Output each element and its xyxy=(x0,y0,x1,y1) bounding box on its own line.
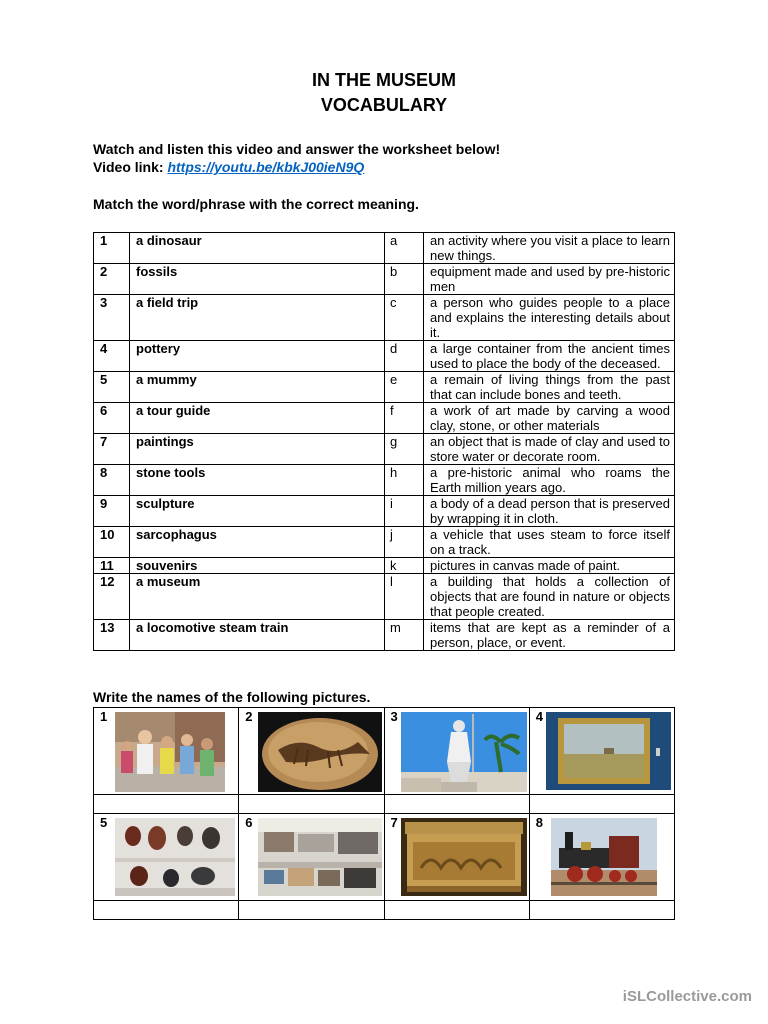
picture-number: 6 xyxy=(245,815,253,830)
vocab-definition: equipment made and used by pre-historic men xyxy=(424,264,675,295)
vocab-definition: a building that holds a collection of objects that are found in nature or objects that people created. xyxy=(424,574,675,620)
instruction-write: Write the names of the following pictures. xyxy=(93,689,371,705)
vocab-number: 13 xyxy=(94,620,130,651)
vocab-word: sculpture xyxy=(130,496,385,527)
vocab-definition: pictures in canvas made of paint. xyxy=(424,558,675,574)
title-line-1: IN THE MUSEUM xyxy=(312,70,456,90)
vocab-number: 3 xyxy=(94,295,130,341)
instruction-match: Match the word/phrase with the correct meaning. xyxy=(93,196,419,212)
vocab-letter: i xyxy=(385,496,424,527)
answer-cell[interactable] xyxy=(529,795,674,814)
vocab-number: 9 xyxy=(94,496,130,527)
picture-number: 5 xyxy=(100,815,108,830)
vocab-word: a dinosaur xyxy=(130,233,385,264)
vocab-number: 2 xyxy=(94,264,130,295)
vocab-letter: d xyxy=(385,341,424,372)
vocab-row xyxy=(94,558,675,574)
picture-number: 4 xyxy=(535,709,543,724)
vocab-row xyxy=(94,264,675,295)
vocab-definition: a remain of living things from the past that can include bones and teeth. xyxy=(424,372,675,403)
picture-cell xyxy=(529,708,674,795)
vocab-letter: f xyxy=(385,403,424,434)
picture-number: 8 xyxy=(535,815,543,830)
vocab-letter: c xyxy=(385,295,424,341)
vocab-letter: a xyxy=(385,233,424,264)
vocab-word: a museum xyxy=(130,574,385,620)
video-link-label: Video link: xyxy=(93,159,168,175)
vocab-number: 10 xyxy=(94,527,130,558)
tour-group-photo xyxy=(115,712,225,792)
vocab-word: paintings xyxy=(130,434,385,465)
vocab-row xyxy=(94,403,675,434)
vocabulary-table xyxy=(93,232,675,651)
vocab-row xyxy=(94,574,675,620)
vocab-word: fossils xyxy=(130,264,385,295)
vocab-letter: h xyxy=(385,465,424,496)
vocab-word: pottery xyxy=(130,341,385,372)
vocab-number: 4 xyxy=(94,341,130,372)
picture-cell xyxy=(529,814,674,901)
vocab-definition: a body of a dead person that is preserved by wrapping it in cloth. xyxy=(424,496,675,527)
vocab-word: a tour guide xyxy=(130,403,385,434)
answer-cell[interactable] xyxy=(239,795,384,814)
video-link[interactable]: https://youtu.be/kbkJ00ieN9Q xyxy=(167,159,365,175)
picture-number: 2 xyxy=(245,709,253,724)
vocab-row xyxy=(94,527,675,558)
pottery-photo xyxy=(115,818,235,896)
framed-painting-photo xyxy=(546,712,671,790)
vocab-definition: a large container from the ancient times used to place the body of the deceased. xyxy=(424,341,675,372)
vocab-letter: j xyxy=(385,527,424,558)
picture-cell xyxy=(94,708,239,795)
answer-cell[interactable] xyxy=(94,795,239,814)
answer-cell[interactable] xyxy=(239,901,384,920)
picture-number: 1 xyxy=(100,709,108,724)
picture-number: 3 xyxy=(390,709,398,724)
picture-cell xyxy=(384,814,529,901)
picture-cell xyxy=(239,814,384,901)
vocab-letter: b xyxy=(385,264,424,295)
steam-train-photo xyxy=(551,818,657,896)
vocab-number: 7 xyxy=(94,434,130,465)
vocab-definition: a work of art made by carving a wood clay, stone, or other materials xyxy=(424,403,675,434)
vocab-number: 8 xyxy=(94,465,130,496)
footer-brand: iSLCollective.com xyxy=(622,988,752,1005)
answer-cell[interactable] xyxy=(94,901,239,920)
vocab-letter: k xyxy=(385,558,424,574)
vocab-number: 6 xyxy=(94,403,130,434)
vocab-word: a locomotive steam train xyxy=(130,620,385,651)
picture-number: 7 xyxy=(390,815,398,830)
vocab-letter: m xyxy=(385,620,424,651)
vocab-row xyxy=(94,233,675,264)
vocab-row xyxy=(94,341,675,372)
picture-cell xyxy=(94,814,239,901)
vocab-definition: an object that is made of clay and used to store water or decorate room. xyxy=(424,434,675,465)
answer-cell[interactable] xyxy=(384,795,529,814)
vocab-row xyxy=(94,465,675,496)
vocab-word: a mummy xyxy=(130,372,385,403)
vocab-definition: an activity where you visit a place to learn new things. xyxy=(424,233,675,264)
title-line-2: VOCABULARY xyxy=(320,95,448,115)
vocab-word: sarcophagus xyxy=(130,527,385,558)
vocab-row xyxy=(94,372,675,403)
vocab-row xyxy=(94,496,675,527)
vocab-word: stone tools xyxy=(130,465,385,496)
vocab-letter: g xyxy=(385,434,424,465)
vocab-letter: l xyxy=(385,574,424,620)
vocab-definition: a pre-historic animal who roams the Earth million years ago. xyxy=(424,465,675,496)
vocab-number: 5 xyxy=(94,372,130,403)
vocab-number: 1 xyxy=(94,233,130,264)
vocab-row xyxy=(94,434,675,465)
sarcophagus-photo xyxy=(401,818,527,896)
souvenir-shop-photo xyxy=(258,818,382,896)
vocab-number: 12 xyxy=(94,574,130,620)
vocab-number: 11 xyxy=(94,558,130,574)
answer-cell[interactable] xyxy=(384,901,529,920)
answer-cell[interactable] xyxy=(529,901,674,920)
instruction-watch: Watch and listen this video and answer the worksheet below! xyxy=(93,141,501,157)
video-link-line xyxy=(93,158,364,176)
statue-photo xyxy=(401,712,527,792)
picture-cell xyxy=(239,708,384,795)
fossil-photo xyxy=(258,712,382,792)
vocab-definition: items that are kept as a reminder of a person, place, or event. xyxy=(424,620,675,651)
vocab-row xyxy=(94,295,675,341)
pictures-table xyxy=(93,707,675,920)
picture-cell xyxy=(384,708,529,795)
vocab-word: souvenirs xyxy=(130,558,385,574)
vocab-letter: e xyxy=(385,372,424,403)
vocab-definition: a person who guides people to a place and explains the interesting details about it. xyxy=(424,295,675,341)
vocab-definition: a vehicle that uses steam to force itself on a track. xyxy=(424,527,675,558)
vocab-row xyxy=(94,620,675,651)
vocab-word: a field trip xyxy=(130,295,385,341)
